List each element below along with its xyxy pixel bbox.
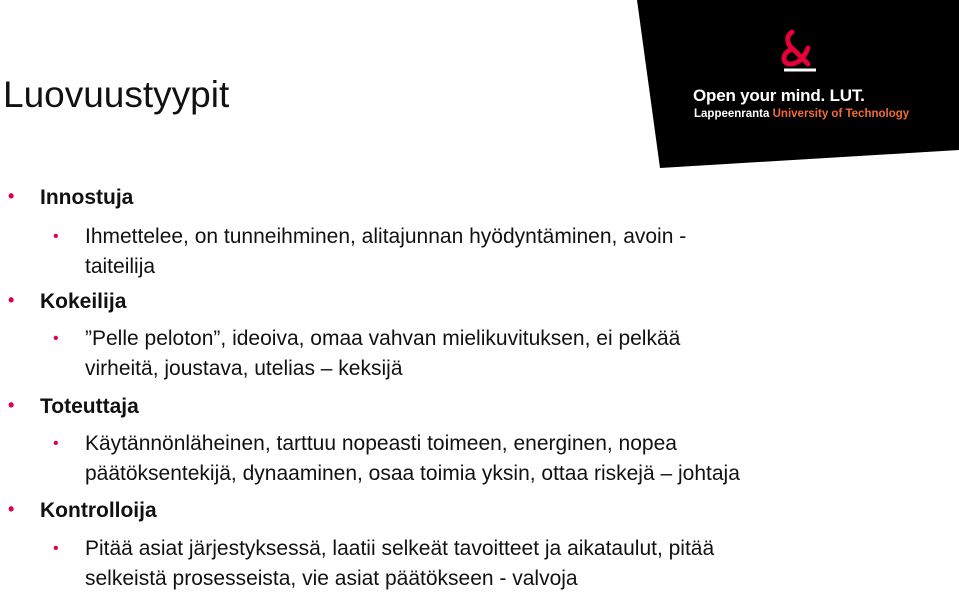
description-line: • ”Pelle peloton”, ideoiva, omaa vahvan mielikuvituksen, ei pelkää xyxy=(85,327,681,350)
description-line: taiteilija xyxy=(85,255,156,278)
description-kontrolloija xyxy=(85,534,714,594)
description-line: • Pitää asiat järjestyksessä, laatii selkeät tavoitteet ja aikataulut, pitää xyxy=(85,537,715,560)
description-line: virheitä, joustava, utelias – keksijä xyxy=(85,357,403,380)
logo-university-name xyxy=(694,108,909,120)
heading-kontrolloija: • Kontrolloija xyxy=(40,499,157,523)
slide-title: Luovuustyypit xyxy=(3,74,230,115)
logo-university: University of Technology xyxy=(772,108,910,120)
heading-kokeilija: • Kokeilija xyxy=(40,290,126,314)
description-line: • Käytännönläheinen, tarttuu nopeasti toimeen, energinen, nopea xyxy=(85,432,677,455)
lut-logo-mark-icon xyxy=(778,28,822,78)
logo-tagline: Open your mind. LUT. xyxy=(693,86,865,105)
description-line: • Ihmettelee, on tunneihminen, alitajunnan hyödyntäminen, avoin - xyxy=(85,225,687,248)
heading-toteuttaja: • Toteuttaja xyxy=(40,395,139,419)
heading-innostuja: • Innostuja xyxy=(40,186,133,210)
logo-city: Lappeenranta xyxy=(694,108,770,120)
description-line: päätöksentekijä, dynaaminen, osaa toimia yksin, ottaa riskejä – johtaja xyxy=(85,462,740,485)
description-innostuja xyxy=(85,222,686,282)
description-line: selkeistä prosesseista, vie asiat päätökseen - valvoja xyxy=(85,567,578,590)
description-kokeilija xyxy=(85,324,680,384)
description-toteuttaja xyxy=(85,429,740,489)
